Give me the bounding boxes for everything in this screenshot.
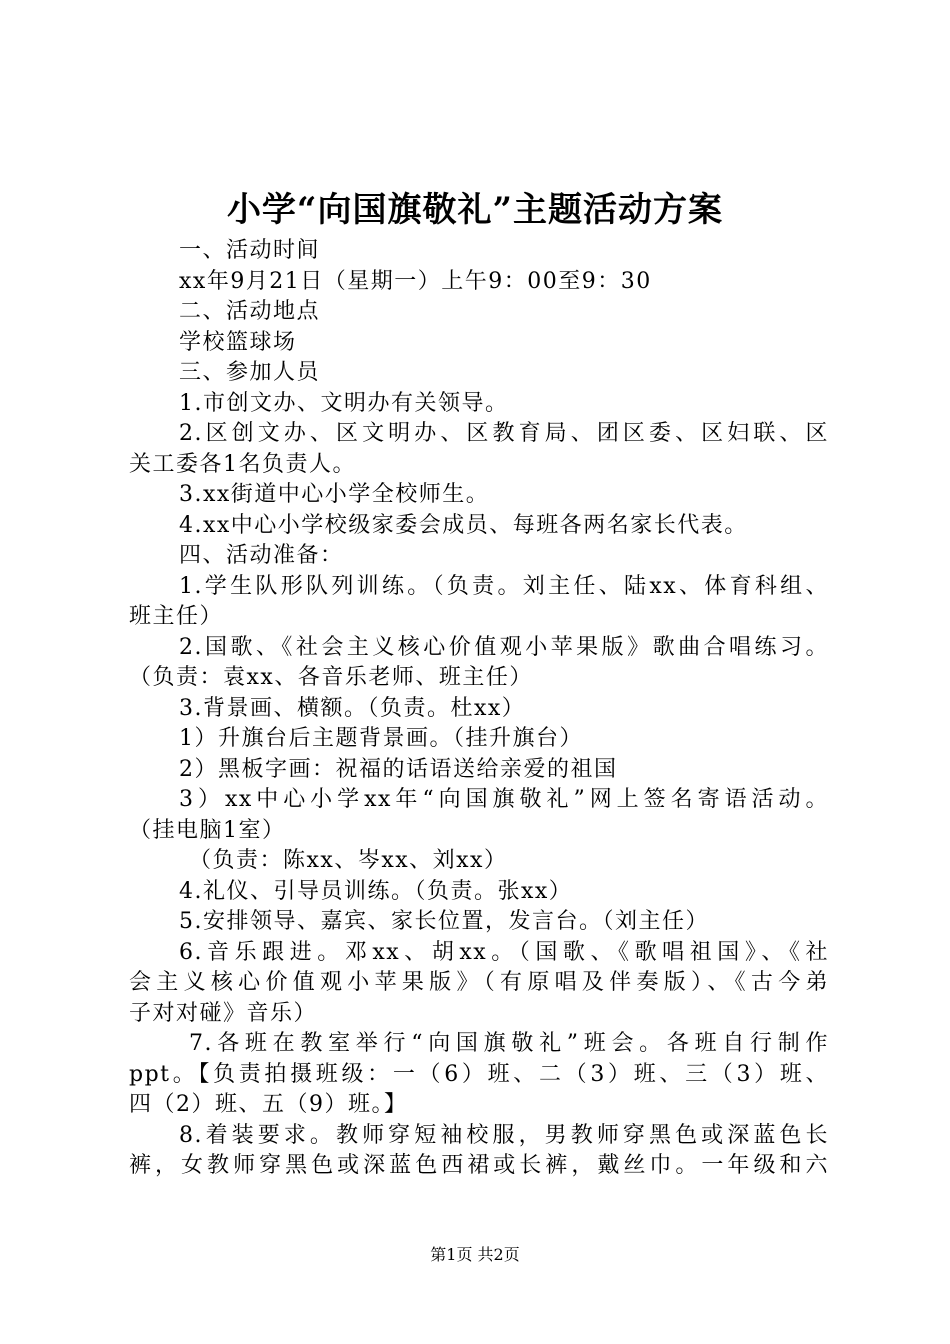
- text-line: 3.xx街道中心小学全校师生。: [179, 482, 490, 507]
- document-body: [129, 236, 829, 1182]
- text-line: 6.音乐跟进。邓xx、胡xx。（国歌、《歌唱祖国》、《社: [179, 939, 829, 965]
- text-line: 裤，女教师穿黑色或深蓝色西裙或长裤，戴丝巾。一年级和六: [129, 1153, 829, 1178]
- text-line: 班主任）: [129, 604, 224, 629]
- text-line: 一、活动时间: [179, 238, 321, 263]
- text-line: 1）升旗台后主题背景画。（挂升旗台）: [179, 726, 583, 751]
- text-line: （挂电脑1室）: [129, 817, 286, 843]
- text-line: 2）黑板字画：祝福的话语送给亲爱的祖国: [179, 756, 618, 782]
- text-line: 1.市创文办、文明办有关领导。: [179, 390, 509, 416]
- text-line: 3）xx中心小学xx年“向国旗敬礼”网上签名寄语活动。: [179, 787, 829, 812]
- text-line: 二、活动地点: [179, 299, 321, 324]
- text-line: 四、活动准备：: [179, 543, 344, 568]
- text-line: 2.国歌、《社会主义核心价值观小苹果版》歌曲合唱练习。: [179, 634, 829, 660]
- text-line: （负责：陈xx、岑xx、刘xx）: [189, 848, 508, 873]
- text-line: 子对对碰》音乐）: [129, 1000, 318, 1026]
- text-line: 3.背景画、横额。（负责。杜xx）: [179, 695, 526, 721]
- text-line: 会主义核心价值观小苹果版》（有原唱及伴奏版）、《古今弟: [129, 970, 829, 995]
- text-line: 学校篮球场: [179, 329, 297, 355]
- text-line: 4.礼仪、引导员训练。（负责。张xx）: [179, 878, 573, 904]
- text-line: 三、参加人员: [179, 360, 321, 385]
- page-footer: 第1页 共2页: [430, 1245, 520, 1264]
- text-line: 2.区创文办、区文明办、区教育局、团区委、区妇联、区: [179, 421, 829, 446]
- text-line: ppt。【负责拍摄班级：一（6）班、二（3）班、三（3）班、: [129, 1061, 829, 1087]
- text-line: 7.各班在教室举行“向国旗敬礼”班会。各班自行制作: [189, 1031, 829, 1056]
- text-line: 8.着装要求。教师穿短袖校服，男教师穿黑色或深蓝色长: [179, 1122, 829, 1148]
- text-line: （负责：袁xx、各音乐老师、班主任）: [129, 665, 533, 690]
- text-line: 关工委各1名负责人。: [129, 451, 356, 477]
- text-line: 四（2）班、五（9）班。】: [129, 1092, 408, 1117]
- text-line: 5.安排领导、嘉宾、家长位置，发言台。（刘主任）: [179, 909, 709, 934]
- text-line: 1.学生队形队列训练。（负责。刘主任、陆xx、体育科组、: [179, 573, 829, 599]
- document-title: 小学“向国旗敬礼”主题活动方案: [226, 190, 724, 230]
- text-line: xx年9月21日（星期一）上午9：00至9：30: [179, 268, 652, 294]
- text-line: 4.xx中心小学校级家委会成员、每班各两名家长代表。: [179, 512, 748, 538]
